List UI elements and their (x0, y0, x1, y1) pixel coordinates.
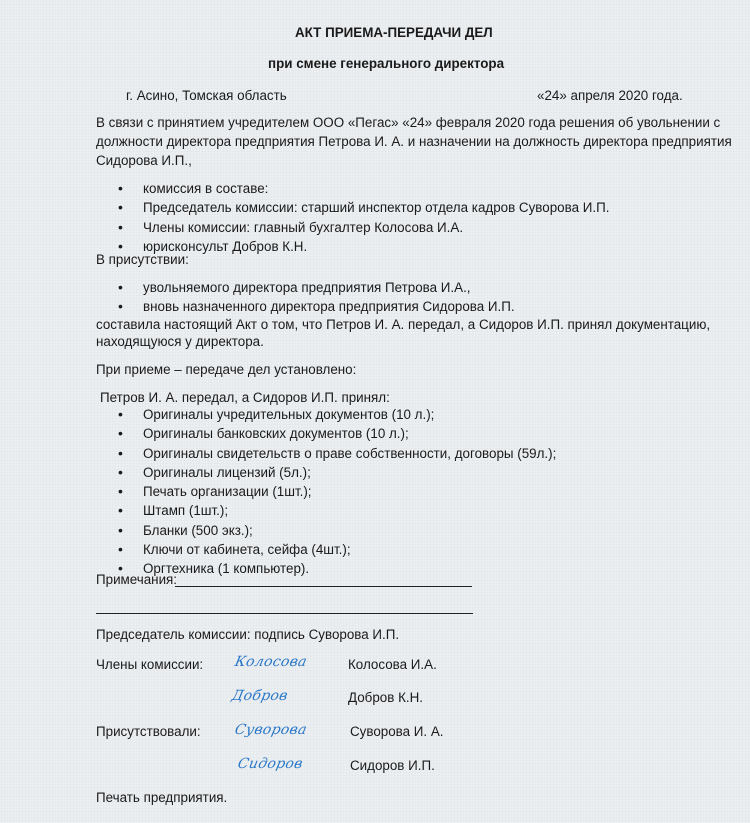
member-name-dobrov: Добров К.Н. (348, 690, 423, 705)
list-item: • Печать организации (1шт.); (118, 482, 556, 501)
signature-sidorov: Сидоров (236, 756, 305, 772)
notes-line-2 (96, 613, 473, 614)
document-subtitle: при смене генерального директора (268, 56, 505, 71)
list-item: • увольняемого директора предприятия Петрова И.А., (118, 278, 515, 297)
list-item: • юрисконсульт Добров К.Н. (118, 237, 609, 256)
intro-line-1: В связи с принятием учредителем ООО «Пегас» «24» февраля 2020 года решения об увольнении с (96, 115, 721, 130)
member-name-kolosova: Колосова И.А. (348, 657, 437, 672)
members-label: Члены комиссии: (96, 657, 204, 672)
notes-label: Примечания: (96, 572, 178, 587)
list-item: • Бланки (500 экз.); (118, 521, 556, 540)
transfer-label: Петров И. А. передал, а Сидоров И.П. принял: (100, 390, 390, 405)
list-item: • Председатель комиссии: старший инспектор отдела кадров Суворова И.П. (118, 198, 609, 217)
established-text: При приеме – передаче дел установлено: (96, 362, 357, 377)
list-item: • Оригиналы учредительных документов (10 л.); (118, 405, 556, 424)
list-item: • Оригиналы лицензий (5л.); (118, 463, 556, 482)
intro-line-2: должности директора предприятия Петрова И. А. и назначении на должность директора предприятия (96, 134, 732, 149)
intro-line-3: Сидорова И.П., (96, 153, 192, 168)
composed-line-2: находящуюся у директора. (96, 334, 264, 349)
notes-line-1 (175, 586, 472, 587)
commission-list (118, 179, 609, 256)
chairman-signature-line: Председатель комиссии: подпись Суворова И.П. (96, 627, 400, 642)
seal-label: Печать предприятия. (96, 790, 228, 805)
signature-dobrov: Добров (230, 688, 290, 704)
list-item: • Оригиналы банковских документов (10 л.); (118, 424, 556, 443)
present-name-suvorova: Суворова И. А. (350, 724, 444, 739)
signature-kolosova: Колосова (233, 654, 309, 670)
date: «24» апреля 2020 года. (537, 88, 683, 103)
presence-label: В присутствии: (96, 252, 189, 267)
list-item: • Штамп (1шт.); (118, 501, 556, 520)
place: г. Асино, Томская область (126, 88, 287, 103)
list-item: • Ключи от кабинета, сейфа (4шт.); (118, 540, 556, 559)
signature-suvorova: Суворова (233, 722, 309, 738)
items-list (118, 405, 556, 579)
list-item: • Оригиналы свидетельств о праве собственности, договоры (59л.); (118, 444, 556, 463)
present-label: Присутствовали: (96, 724, 201, 739)
presence-list (118, 278, 515, 317)
list-item: • вновь назначенного директора предприятия Сидорова И.П. (118, 297, 515, 316)
list-item: • Оргтехника (1 компьютер). (118, 559, 556, 578)
list-item: • комиссия в составе: (118, 179, 609, 198)
present-name-sidorov: Сидоров И.П. (350, 758, 435, 773)
document-title: АКТ ПРИЕМА-ПЕРЕДАЧИ ДЕЛ (295, 25, 493, 40)
list-item: • Члены комиссии: главный бухгалтер Колосова И.А. (118, 218, 609, 237)
composed-line-1: составила настоящий Акт о том, что Петров И. А. передал, а Сидоров И.П. принял документацию, (96, 317, 711, 332)
